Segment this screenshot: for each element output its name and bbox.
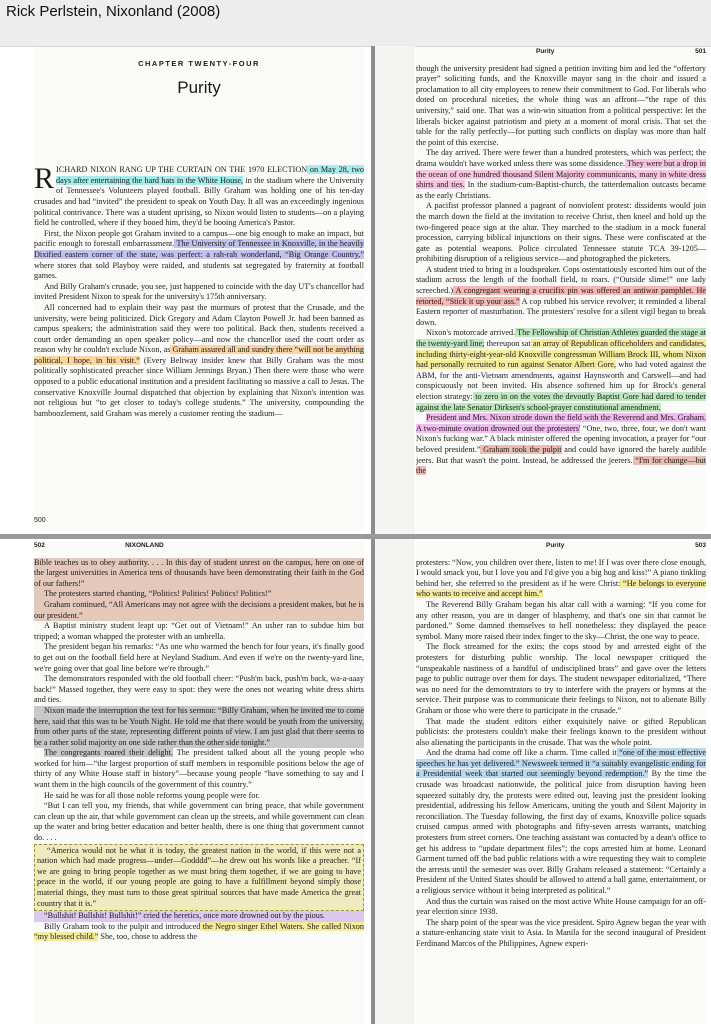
highlight-red[interactable]: A congregant wearing a crucifix pin was offered an antiwar pamphlet. He retorted, “Stick it up your ass.”: [416, 286, 706, 306]
running-head: Purity: [546, 542, 565, 549]
text-run: in the stadium where the University of Tennessee's Volunteers played football. Billy Graham was holding one of his ten-day crusades and had “invited” the president to speak on Youth Day. It all was an exceedingly ingenious political contrivance. There was a student uprising, so Nixon would listen to students—on a playing field he controlled, where if they booed him, they'd be booing America's Pastor.: [34, 175, 364, 228]
running-header: [416, 541, 706, 552]
highlight-orange[interactable]: Graham assured all and sundry there “will not be anything political, I hope, in his visit.”: [34, 345, 364, 365]
running-header: [416, 47, 706, 58]
page-number: 500: [34, 517, 46, 525]
text-run: “One, two, three, four, we don't want Nixon's fucking war.” A black minister offered the opening invocation, a prayer for “our beloved president.”: [416, 423, 706, 454]
paragraph: [416, 558, 706, 600]
chapter-label: CHAPTER TWENTY-FOUR: [138, 59, 260, 68]
highlight-blue[interactable]: The University of Tennessee in Knoxville, in the heavily Dixified eastern corner of the state, was perfect: a rah-rah wonderland, “Big Orange Country,”: [34, 239, 364, 259]
window-title: Rick Perlstein, Nixonland (2008): [6, 3, 221, 20]
highlight-green[interactable]: to zero in on the votes the devoutly Baptist Gore had dared to tender against the late Senator Dirksen's school-prayer constitutional amendment.: [416, 392, 706, 412]
text-run: She, too, chose to address the: [98, 932, 198, 942]
highlight-gray[interactable]: The congregants roared their delight.: [44, 748, 173, 758]
paragraph: [34, 229, 364, 282]
text-run: By the time the crusade was broadcast nationwide, the political juice from disruption having been squeezed suitably dry, the protests were edited out, leaving just the president looking presidential, addressing his fellow Americans, uniting the youth and Silent Majority in reconciliation. The Tuesday following, the first day of exams, Knoxville police squads cruised campus armed with photographs and fifty-seven arrests warrants, snatching protesters from street corners. One teaching assistant was contacted by a dean's office to get his address to “update department files”; the cops arrested him at home. Leonard Garment turned off the bad public relations with a wire requesting they wait to complete the arrests until the semester was over. Billy Graham released a statement: “Certainly a President of the United States should be allowed to attend a ball game, entertainment, or a religious service without it being interpreted as political.”: [416, 769, 706, 895]
text-run: The day arrived. There were fewer than a hundred protesters, which was perfect; the drama wouldn't have worked unless there was some dissidence.: [416, 148, 706, 168]
paragraph: [34, 303, 364, 420]
paragraph: A pacifist professor planned a pageant of nonviolent protest: dissidents would join the march down the field at the invitation to receive Christ, then kneel and hold up the two-fingered peace sign at the altar. They marched to the stadium in a mock funeral procession, carrying biblical injunctions on their signs. These were confiscated at the gate as potential weapons. Police circulated Tennessee statute TCA 39-1205—prohibiting disruption of a religious service—and photographed the picketers.: [416, 201, 706, 264]
text-run: thereupon sat: [484, 339, 531, 349]
paragraph: The president began his remarks: “As one who warmed the bench for four years, it's finally good to get out on the football field here at Neyland Stadium. And even if we're on the twenty-yard line, we're going over that goal line before we're through.”: [34, 642, 364, 673]
paragraph: And Billy Graham's crusade, you see, just happened to coincide with the day UT's chancellor had invited President Nixon to speak for the university's 175th anniversary.: [34, 281, 364, 302]
text-run: Billy Graham took to the pulpit and introduced: [44, 921, 201, 931]
highlight-gray[interactable]: Nixon made the interruption the text for his sermon: “Billy Graham, when he invited me to come here, said that this was to be Youth Night. He told me that there would be youth from the university, from other parts of the state, representing different points of view. I am just glad that there seems to be a rather solid majority on one side rather than the other side tonight.”: [34, 705, 364, 747]
dashed-highlight-block[interactable]: “America would not be what it is today, the greatest nation in the world, if this were not a nation which had made progress—under—Godddd”—he drew out his words like a preacher. “If we are going to bring people together as we must bring them together, if we are going to have peace in the world, if our young people are going to have a fulfillment beyond simply those material things, they must turn to those great spiritual sources that have made America the great country that it is.”: [34, 844, 364, 912]
header-page-number: 501: [695, 48, 706, 55]
running-head: Purity: [536, 48, 555, 55]
highlight-salmon[interactable]: Graham took the pulpit: [480, 444, 562, 454]
paragraph: The flock streamed for the exits; the cops stood by and arrested eight of the protesters for disturbing public worship. The local newspaper critiqued the “unspeakable nastiness of a handful of undisciplined brats” and gave over the letters page to public outrage over them for days. The student newspaper editorialized, “There was no need for the demonstrators to try to interfere with the prayers or hymns at the service. Their purpose was to communicate their feelings to Nixon, not to alienate Billy Graham or those who were there to participate in the crusade.”: [416, 642, 706, 715]
highlight-pink[interactable]: They were but a drop in the ocean of one hundred thousand Silent Majority communicants, many in white dress shirts and ties.: [416, 158, 706, 190]
highlight-tan[interactable]: The protesters started chanting, “Politics! Politics! Politics! Politics!”: [34, 589, 364, 600]
page-500: [34, 47, 364, 531]
horizontal-divider: [0, 534, 711, 539]
text-run: All concerned had to explain their way past the murmurs of protest that the Crusade, and the university, were being politicized. Dick Gregory and Adam Clayton Powell Jr. had been banned as campus speakers; the administration said they were too political. Back then, students received a court order demanding an open speaker policy—and now the chancellor used the court order as reason why he couldn't exclude Nixon, as: [34, 302, 364, 355]
drop-cap: R: [34, 162, 55, 196]
text-run: A student tried to bring in a loudspeaker. Cops ostentatiously escorted him out of the stadium across the length of the football field, to roars. (“Outside slime!” one lady screeched.): [416, 264, 706, 296]
highlight-lightblue[interactable]: “one of the most effective speeches he has yet delivered.” Newsweek termed it “a suitably evangelistic ending for a Presidential week that started out seemingly beyond redemption.”: [416, 748, 706, 779]
page-503: [416, 541, 706, 1024]
text-run: where stores that sold Playboy were raided, and students sat segregated by fraternity at football games.: [34, 260, 364, 281]
running-header: [34, 541, 364, 552]
text-run: And the drama had come off like a charm. Time called it: [426, 748, 617, 758]
header-page-number: 503: [695, 542, 706, 549]
paragraph: The demonstrators responded with the old football cheer: “Push'm back, push'm back, wa-a-aaay back!” Massed together, they were easy to spot: they were the ones not wearing white dress shirts and ties.: [34, 674, 364, 705]
text-run: (Every Beltway insider knew that Billy Graham was the most politically sophisticated preacher since William Jennings Bryan.) Then there were those who were opposed to a public educational institution and a president facilitating so massive a call to Jesus. The conservative Knoxville Journal dispatched that objection by explaining that Nixon's intention was not religious but “to get closer to today's college students.” The university, compounding the bamboozlement, said Graham was merely a customer renting the stadium—: [34, 355, 364, 418]
highlight-lavender[interactable]: “Bullshit! Bullshit! Bullshit!” cried the heretics, once more drowned out by the pious.: [34, 911, 364, 922]
page-502: [34, 541, 364, 1024]
highlight-yellow[interactable]: the Negro singer Ethel Waters. She called Nixon “my blessed child.”: [34, 921, 364, 942]
highlight-green[interactable]: The Fellowship of Christian Athletes guarded the stage at the twenty-yard line;: [416, 328, 706, 349]
paragraph: The Reverend Billy Graham began his altar call with a warning: “If you come for any other reason, you are in danger of blasphemy, and that's one sin that cannot be pardoned.” Some damned themselves to hell nonetheless: they displayed the peace symbol. Many more raised their index finger to the sky—Christ, the one way to peace.: [416, 599, 706, 641]
text-run: First, the Nixon people got Graham invited to a campus—one big enough to make an impact, but pacific enough to forestall embarrassment.: [34, 228, 364, 249]
paragraph: [416, 328, 706, 413]
paragraph: And thus the curtain was raised on the most active White House campaign for an off-year election since 1938.: [416, 896, 706, 917]
text-run: and could have ignored the barely audible jeers. But that wasn't the point. Instead, he addressed the jeerers.: [416, 444, 706, 465]
paragraph: [34, 748, 364, 790]
header-page-number: 502: [34, 542, 45, 549]
paragraph: [34, 922, 364, 943]
highlight-yellow[interactable]: an array of Republican officeholders and candidates, including thirty-eight-year-old Knoxville congressman William Brock III, whom Nixon had personally recruited to run against Senator Albert Gore,: [416, 339, 706, 370]
paragraph: He said he was for all those noble reforms young people were for.: [44, 790, 260, 800]
highlight-salmon[interactable]: “I'm for change—but the: [416, 455, 706, 476]
window-titlebar: [0, 0, 711, 47]
text-run: A cop rubbed his service revolver; it reminded a liberal Eastern reporter of masturbation. The protesters' resolve for a silent vigil began to break down.: [416, 296, 706, 327]
text-run: The president talked about all the young people who worked for him—“the largest proportion of staff members in responsible positions below the age of thirty of any White House staff in history”—because young people “have something to say and I want them in the high councils of the government of this country.”: [34, 748, 364, 790]
paragraph: “But I can tell you, my friends, that while government can bring peace, that while government can clean up the air, that while government can clean up the streets, and while government can clean up the water and bring better education and better health, there is one thing that government cannot do. . . .: [34, 801, 364, 843]
paragraph: [416, 413, 706, 477]
chapter-title: Purity: [177, 77, 221, 97]
paragraph: The sharp point of the spear was the vice president. Spiro Agnew began the year with a stature-enhancing state visit to Asia. In Manila for the second inaugural of President Ferdinand Marcos of the Philippines, Agnew experi-: [416, 917, 706, 948]
paragraph: That made the student editors either exquisitely naive or gifted Republican publicists: the protesters couldn't make their feelings known to the president without also alienating the participants in the crusade. That was the whole point.: [416, 716, 706, 747]
paragraph: [416, 265, 706, 329]
paragraph: though the university president had signed a petition inviting him and led the “offertory prayer” soliciting funds, and the Knoxville mayor sang in the choir and issued a proclamation to all city employees to renew their commitment to God. For liberals who doted on procedural niceties, the whole thing was an affront—“the rape of this university,” said one. That was a win-win situation from a political perspective: let the liberals bicker against patriotism and piety at a moment of moral crisis. That set the table for the rally perfectly—for putting such conflicts on display was more than half the point of this exercise.: [416, 63, 706, 147]
paragraph: [416, 148, 706, 201]
highlight-tan[interactable]: Bible teaches us to obey authority. . . . In this day of student unrest on the campus, here on one of the largest universities in America tens of thousands have been demonstrating their faith in the God of our fathers!”: [34, 557, 364, 588]
running-head: NIXONLAND: [125, 542, 164, 549]
text-run: In the stadium-cum-Baptist-church, the tatterdemalion outcasts became as the early Christians.: [416, 180, 706, 200]
paragraph: [416, 748, 706, 896]
text-run: Nixon's motorcade arrived.: [426, 328, 516, 338]
text-run: who had voted against the ABM, for the anti-Vietnam amendments, against Haynsworth and Carswell—and had conspicuously not been invited. His absence softened him up for Brock's general election strategy:: [416, 360, 706, 401]
highlight-magenta[interactable]: President and Mrs. Nixon strode down the field with the Reverend and Mrs. Graham. A two-minute ovation drowned out the protesters': [416, 413, 706, 433]
paragraph: [34, 162, 364, 229]
highlight-tan[interactable]: Graham continued, “All Americans may not agree with the decisions a president makes, but he is our president.”: [34, 599, 364, 620]
opening-smallcaps: ICHARD NIXON RANG UP THE CURTAIN ON THE 1970 ELECTION: [56, 165, 308, 175]
text-run: protesters: “Now, you children over there, listen to me! If I was over there close enough, I would smack you, but I love you and I'd give you a big hug and kiss!” A piano tinkling behind her, she referred to the president as if he were Christ:: [416, 557, 706, 588]
page-501: [416, 47, 706, 531]
highlight-cyan[interactable]: on May 28, two days after entertaining the hard hats in the White House,: [56, 165, 364, 185]
highlight-yellow[interactable]: “He belongs to everyone who wants to receive and accept him.”: [416, 578, 706, 599]
paragraph: A Baptist ministry student leapt up: “Get out of Vietnam!” An usher ran to subdue him but tripped; a woman whapped the protester with an umbrella.: [34, 621, 364, 641]
